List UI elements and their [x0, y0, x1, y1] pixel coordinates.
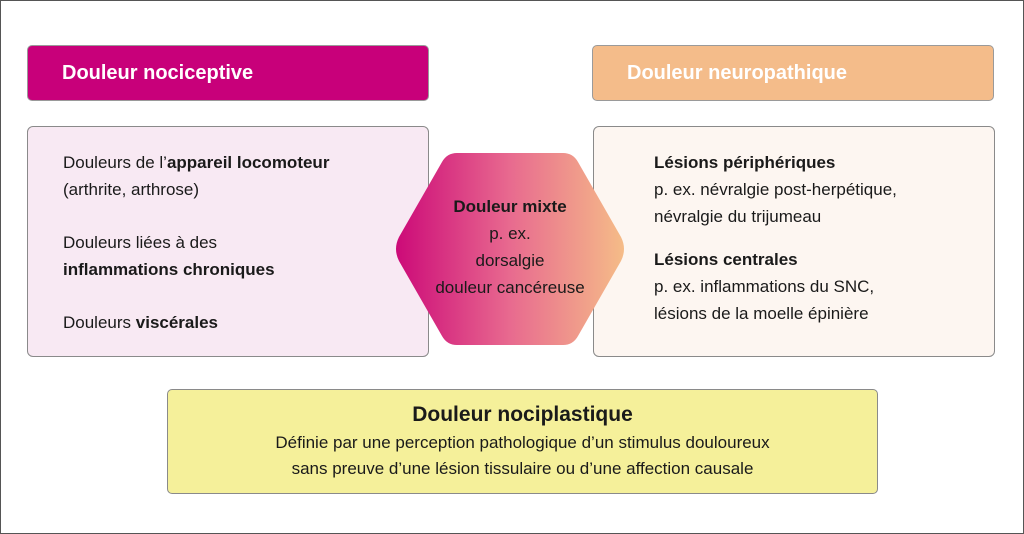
item-bold: inflammations chroniques	[63, 260, 275, 279]
item-text: (arthrite, arthrose)	[63, 180, 200, 199]
neuropathic-header	[592, 45, 994, 101]
item-text: p. ex. névralgie post-herpétique,	[654, 180, 897, 199]
nociceptive-header-label: Douleur nociceptive	[62, 61, 254, 84]
neuropathic-item-central	[654, 246, 994, 327]
nociplastic-desc-line1: Définie par une perception pathologique d’un stimulus douloureux	[275, 433, 770, 452]
nociceptive-header	[27, 45, 429, 101]
nociplastic-title: Douleur nociplastique	[412, 403, 633, 426]
item-text: Douleurs	[63, 313, 136, 332]
mixed-pain-title: Douleur mixte	[453, 197, 567, 216]
item-bold: Lésions périphériques	[654, 153, 836, 172]
nociceptive-item-inflammation	[63, 229, 428, 283]
item-text: Douleurs de l’	[63, 153, 167, 172]
item-bold: Lésions centrales	[654, 250, 798, 269]
item-text: p. ex. inflammations du SNC,	[654, 277, 875, 296]
nociceptive-item-locomotor	[63, 149, 428, 203]
nociplastic-box	[167, 389, 878, 494]
mixed-pain-hexagon	[395, 149, 625, 349]
item-text: Douleurs liées à des	[63, 233, 218, 252]
neuropathic-header-label: Douleur neuropathique	[627, 61, 847, 84]
item-bold: viscérales	[135, 313, 219, 332]
mixed-pain-line: douleur cancéreuse	[435, 278, 585, 297]
neuropathic-box	[593, 126, 995, 357]
mixed-pain-line: p. ex.	[489, 224, 531, 243]
nociceptive-box	[27, 126, 429, 357]
item-text: névralgie du trijumeau	[654, 207, 822, 226]
mixed-pain-text	[395, 193, 625, 301]
neuropathic-item-peripheral	[654, 149, 994, 230]
item-text: lésions de la moelle épinière	[654, 304, 869, 323]
item-bold: appareil locomoteur	[166, 153, 330, 172]
nociplastic-desc-line2: sans preuve d’une lésion tissulaire ou d’une affection causale	[291, 459, 754, 478]
mixed-pain-line: dorsalgie	[475, 251, 545, 270]
nociceptive-item-visceral	[63, 309, 428, 336]
